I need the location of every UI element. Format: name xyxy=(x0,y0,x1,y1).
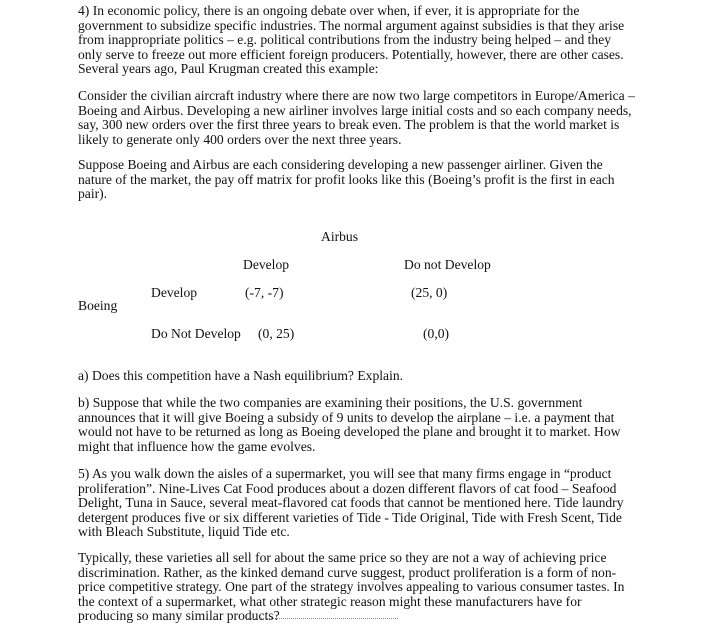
matrix-cell-not-develop-not-develop: (0,0) xyxy=(423,326,450,341)
q4-intro-paragraph: 4) In economic policy, there is an ongoing debate over when, if ever, it is appropriate for the government to subsidize specific industries. The normal argument against subsidies is that they arise from inappropriate politics – e.g. political contributions from the industry being helped – and they only serve to freeze out more efficient foreign producers. Potentially, however, there are other cases. Several years ago, Paul Krugman created this example: xyxy=(78,3,625,77)
matrix-col-develop-header: Develop xyxy=(243,257,290,272)
q4-matrix-intro-paragraph: Suppose Boeing and Airbus are each considering developing a new passenger airliner. Given the nature of the market, the pay off matrix for profit looks like this (Boeing’s profit is the first in each pair). xyxy=(78,157,615,202)
matrix-col-not-develop-header: Do not Develop xyxy=(404,257,491,272)
q4-question-a: a) Does this competition have a Nash equilibrium? Explain. xyxy=(78,368,404,383)
q4-question-b: b) Suppose that while the two companies are examining their positions, the U.S. government announces that it will give Boeing a subsidy of 9 units to develop the airplane – i.e. a payment that would not have to be returned as long as Boeing developed the plane and brought it to market. How might that influence how the game evolves. xyxy=(78,395,621,454)
page-break-dotted-rule xyxy=(248,618,398,619)
matrix-row-not-develop-header: Do Not Develop xyxy=(151,326,241,341)
matrix-col-player-label: Airbus xyxy=(321,229,359,244)
matrix-cell-develop-develop: (-7, -7) xyxy=(245,285,284,300)
q4-aircraft-paragraph: Consider the civilian aircraft industry where there are now two large competitors in Europe/America – Boeing and Airbus. Developing a new airliner involves large initial costs and so each company needs, say, 300 new orders over the first three years to break even. The problem is that the world market is likely to generate only 400 orders over the next three years. xyxy=(78,88,635,147)
matrix-cell-develop-not-develop: (25, 0) xyxy=(411,285,448,300)
matrix-row-develop-header: Develop xyxy=(151,285,198,300)
q5-strategy-paragraph: Typically, these varieties all sell for about the same price so they are not a way of achieving price discrimination. Rather, as the kinked demand curve suggest, product proliferation is a form of non-price competitive strategy. One part of the strategy involves appealing to various consumer tastes. In the context of a supermarket, what other strategic reason might these manufacturers have for producing so many similar products? xyxy=(78,550,625,624)
matrix-cell-not-develop-develop: (0, 25) xyxy=(258,326,295,341)
matrix-row-player-label: Boeing xyxy=(78,298,118,313)
q5-proliferation-paragraph: 5) As you walk down the aisles of a supermarket, you will see that many firms engage in “product proliferation”. Nine-Lives Cat Food produces about a dozen different flavors of cat food – Seafood Delight, Tuna in Sauce, several meat-flavored cat foods that cannot be mentioned here. Tide laundry detergent produces five or six different varieties of Tide - Tide Original, Tide with Fresh Scent, Tide with Bleach Substitute, liquid Tide etc. xyxy=(78,466,624,540)
